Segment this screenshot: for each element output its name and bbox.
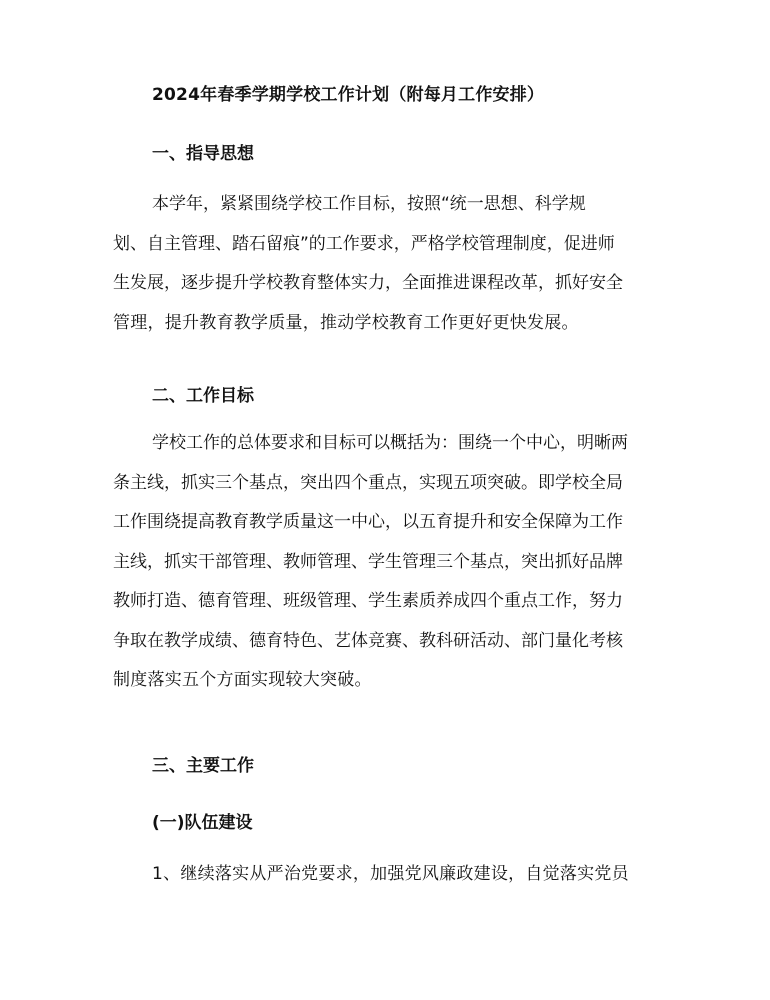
section-heading-work-goals: 二、工作目标 <box>152 386 254 406</box>
paragraph-line: 主线，抓实干部管理、教师管理、学生管理三个基点，突出抓好品牌 <box>113 551 623 572</box>
paragraph-item-1 <box>113 855 673 895</box>
paragraph-line: 本学年，紧紧围绕学校工作目标，按照“统一思想、科学规 <box>152 194 586 214</box>
section-heading-guiding-ideology: 一、指导思想 <box>152 144 254 164</box>
paragraph-work-goals <box>113 424 673 701</box>
paragraph-line: 生发展，逐步提升学校教育整体实力，全面推进课程改革，抓好安全 <box>113 273 623 293</box>
paragraph-guiding-ideology <box>113 185 673 343</box>
subsection-heading-team-building: (一)队伍建设 <box>152 813 253 833</box>
paragraph-line: 教师打造、德育管理、班级管理、学生素质养成四个重点工作，努力 <box>113 591 623 611</box>
paragraph-line: 划、自主管理、踏石留痕”的工作要求，严格学校管理制度，促进师 <box>113 233 615 254</box>
paragraph-line: 制度落实五个方面实现较大突破。 <box>113 670 372 690</box>
paragraph-line: 条主线，抓实三个基点，突出四个重点，实现五项突破。即学校全局 <box>113 472 623 493</box>
paragraph-line: 1、继续落实从严治党要求，加强党风廉政建设，自觉落实党员 <box>152 864 629 884</box>
paragraph-line: 工作围绕提高教育教学质量这一中心，以五育提升和安全保障为工作 <box>113 512 623 532</box>
paragraph-line: 争取在教学成绩、德育特色、艺体竞赛、教科研活动、部门量化考核 <box>113 630 623 651</box>
paragraph-line: 学校工作的总体要求和目标可以概括为：围绕一个中心，明晰两 <box>152 433 628 453</box>
paragraph-line: 管理，提升教育教学质量，推动学校教育工作更好更快发展。 <box>113 312 579 333</box>
section-heading-main-work: 三、主要工作 <box>152 756 254 776</box>
document-title: 2024年春季学期学校工作计划（附每月工作安排） <box>152 85 545 105</box>
